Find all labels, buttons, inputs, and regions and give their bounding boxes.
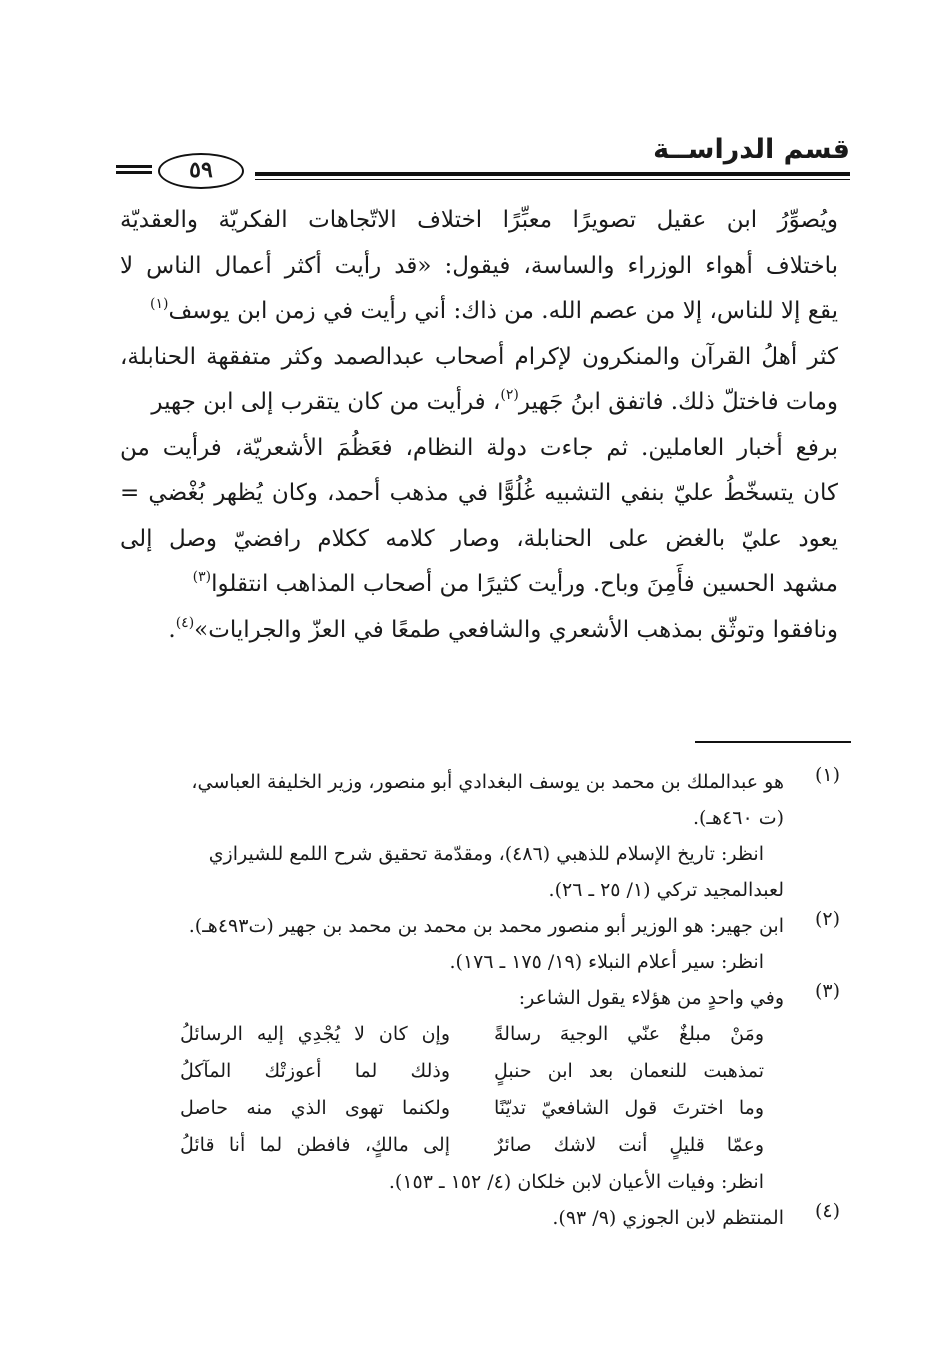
section-title: قسم الدراســة — [653, 134, 850, 165]
body-line-text: ، فرأيت من كان يتقرب إلى ابن جهير — [151, 389, 501, 415]
main-paragraph — [120, 198, 838, 653]
body-line: كثر أهلُ القرآن والمنكرون لإكرام أصحاب عبدالصمد وكثر متفقهة الحنابلة، — [120, 343, 838, 370]
footnote-number: (٣) — [814, 980, 840, 1002]
footnote-line: هو عبدالملك بن محمد بن يوسف البغدادي أبو منصور، وزير الخليفة العباسي، — [191, 771, 784, 793]
ornament-bar — [116, 171, 152, 174]
body-line-text: . — [168, 616, 176, 643]
body-line-text: يقع إلا للناس، إلا من عصم الله. من ذاك: أني رأيت في زمن ابن يوسف — [168, 298, 838, 324]
page-header — [110, 130, 850, 190]
verse-second-half: وإن كان لا يُجْدِي إليه الرسائلُ — [180, 1023, 450, 1045]
poem-verse — [120, 1090, 784, 1127]
footnote-number: (١) — [814, 764, 840, 786]
body-line-text: مشهد الحسين فأَمِنَ وباح. ورأيت كثيرًا من أصحاب المذاهب انتقلوا — [211, 571, 838, 597]
footnote-3 — [120, 980, 840, 1200]
footnote-number: (٢) — [814, 908, 840, 930]
verse-first-half: ومَنْ مبلغٌ عنّي الوجيهَ رسالةً — [494, 1023, 764, 1045]
body-line-text: ونافقوا وتوثّق بمذهب الأشعري والشافعي طمعًا في العزّ والجرايات» — [194, 616, 838, 643]
footnote-separator — [695, 741, 851, 743]
footnotes — [120, 764, 840, 1236]
footnote-line: ابن جهير: هو الوزير أبو منصور محمد بن محمد بن محمد بن جهير (ت٤٩٣هـ). — [188, 915, 784, 937]
body-line — [120, 380, 838, 426]
header-rule-thick — [255, 172, 850, 176]
body-line: يعود عليّ بالغض على الحنابلة، وصار كلامه ككلام رافضيّ وصل إلى — [120, 525, 838, 552]
footnote-ref: (٤) — [175, 614, 195, 631]
body-line — [120, 289, 838, 335]
footnote-line: (ت ٤٦٠هـ). — [692, 807, 784, 829]
footnote-2 — [120, 908, 840, 980]
body-line: ويُصوِّرُ ابن عقيل تصويرًا معبِّرًا اختلاف الاتّجاهات الفكريّة والعقديّة — [120, 207, 838, 233]
footnote-ref: (٢) — [500, 387, 519, 403]
verse-second-half: ولكنما تهوى الذي منه حاصل — [180, 1097, 450, 1119]
footnote-line: وفي واحدٍ من هؤلاء يقول الشاعر: — [518, 987, 784, 1009]
verse-second-half: إلى مالكٍ، فافطن لما أنا قائلُ — [180, 1134, 450, 1156]
footnote-source: انظر: وفيات الأعيان لابن خلكان (٤/ ١٥٢ ـ ١٥٣). — [388, 1171, 764, 1193]
footnote-line: المنتظم لابن الجوزي (٩/ ٩٣). — [552, 1207, 784, 1229]
footnote-source: انظر: تاريخ الإسلام للذهبي (٤٨٦)، ومقدّمة تحقيق شرح اللمع للشيرازي — [208, 843, 764, 865]
verse-first-half: تمذهبت للنعمان بعد ابن حنبلٍ — [494, 1060, 764, 1082]
header-rule-thin — [255, 179, 850, 180]
footnote-source: لعبدالمجيد تركي (١/ ٢٥ ـ ٢٦). — [548, 879, 784, 901]
body-line — [120, 562, 838, 608]
verse-first-half: وما اخترتَ قول الشافعيّ تديّنًا — [494, 1097, 764, 1119]
ornament-bar — [116, 165, 152, 168]
page-number: ٥٩ — [158, 153, 244, 189]
footnote-1 — [120, 764, 840, 908]
poem-verse — [120, 1127, 784, 1164]
body-line-text: ومات فاختلّ ذلك. فاتفق ابنُ جَهير — [518, 389, 838, 415]
footnote-ref: (٣) — [192, 569, 212, 585]
body-line — [120, 608, 838, 654]
poem-verse — [120, 1053, 784, 1090]
footnote-4 — [120, 1200, 840, 1236]
body-line: كان يتسخّطُ عليّ بنفي التشبيه غُلُوًّا في مذهب أحمد، وكان يُظهر بُغْضي = — [120, 480, 838, 506]
footnote-source: انظر: سير أعلام النبلاء (١٩/ ١٧٥ ـ ١٧٦). — [449, 951, 764, 973]
verse-second-half: وذلك لما أعوزتْك المآكلُ — [180, 1060, 450, 1082]
poem-verse — [120, 1016, 784, 1053]
footnote-number: (٤) — [814, 1200, 840, 1222]
body-line: باختلاف أهواء الوزراء والساسة، فيقول: «قد رأيت أكثر أعمال الناس لا — [120, 252, 838, 279]
verse-first-half: وعمّا قليلٍ أنت لاشك صائرٌ — [494, 1134, 764, 1156]
body-line: برفع أخبار العاملين. ثم جاءت دولة النظام، فعَظُمَ الأشعريّة، فرأيت من — [120, 434, 838, 461]
footnote-ref: (١) — [149, 296, 169, 312]
header-ornament-bars — [116, 165, 152, 177]
